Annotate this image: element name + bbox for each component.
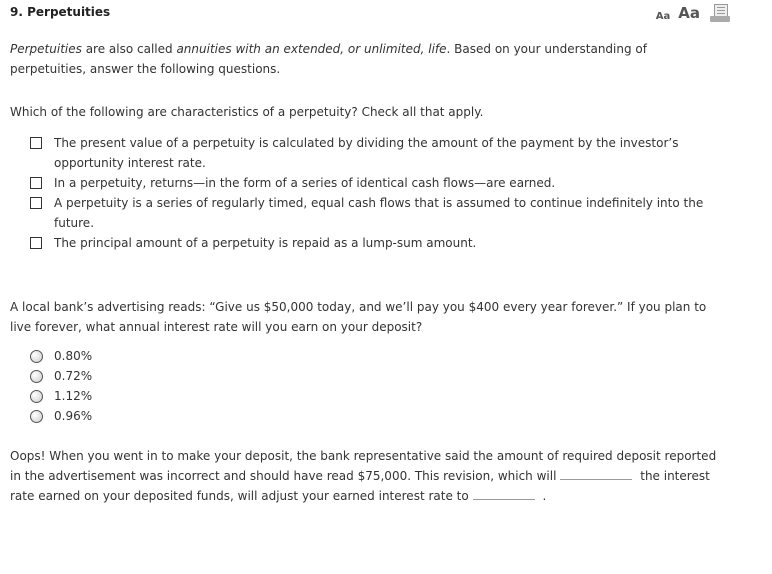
intro-text	[10, 39, 710, 79]
question-3-part: .	[538, 489, 547, 503]
checkbox[interactable]	[30, 237, 42, 249]
checkbox[interactable]	[30, 197, 42, 209]
option-label: 0.72%	[54, 369, 93, 383]
intro-text-part: are also called	[81, 42, 177, 56]
option-label: 0.80%	[54, 349, 93, 363]
question-2-prompt: A local bank’s advertising reads: “Give us $50,000 today, and we’ll pay you $400 every year forever.” If you plan to live forever, what annual interest rate will you earn on your deposit?	[10, 300, 707, 334]
question-3-text	[10, 446, 730, 506]
question-3-part: Oops! When you went in to make your deposit, the bank representative said the amount of required deposit reported in the advertisement was incorrect and should have read $75,000. This revision, which will	[10, 449, 717, 483]
intro-term: annuities with an extended, or unlimited, life	[176, 42, 447, 56]
increase-font-button[interactable]: Aa	[678, 4, 700, 22]
checkbox-option[interactable]	[30, 193, 730, 233]
radio-button[interactable]	[30, 410, 43, 423]
option-label: 1.12%	[54, 389, 93, 403]
radio-option[interactable]	[30, 406, 92, 426]
checkbox[interactable]	[30, 177, 42, 189]
question-3-part: the interest rate earned on your deposited funds, will adjust your earned interest rate to	[10, 469, 710, 503]
radio-button[interactable]	[30, 350, 43, 363]
checkbox[interactable]	[30, 137, 42, 149]
radio-option[interactable]	[30, 386, 92, 406]
radio-button[interactable]	[30, 370, 43, 383]
checkbox-option[interactable]	[30, 133, 730, 173]
question-title: 9. Perpetuities	[10, 5, 111, 19]
radio-button[interactable]	[30, 390, 43, 403]
effect-dropdown[interactable]	[560, 467, 632, 480]
printer-icon[interactable]	[710, 4, 730, 22]
option-label: 0.96%	[54, 409, 93, 423]
option-label: The present value of a perpetuity is calculated by dividing the amount of the payment by the investor’s opportunity interest rate.	[54, 136, 679, 170]
intro-term: Perpetuities	[10, 42, 82, 56]
checkbox-option[interactable]	[30, 173, 730, 193]
question-2-options	[30, 346, 92, 426]
option-label: The principal amount of a perpetuity is repaid as a lump-sum amount.	[54, 236, 477, 250]
checkbox-option[interactable]	[30, 233, 730, 253]
question-1-prompt: Which of the following are characteristics of a perpetuity? Check all that apply.	[10, 105, 484, 119]
rate-dropdown[interactable]	[473, 487, 535, 500]
intro-text-part: . Based on your understanding of perpetuities, answer the following questions.	[10, 42, 647, 76]
radio-option[interactable]	[30, 346, 92, 366]
radio-option[interactable]	[30, 366, 92, 386]
toolbar	[656, 4, 730, 22]
option-label: A perpetuity is a series of regularly timed, equal cash flows that is assumed to continue indefinitely into the future.	[54, 196, 704, 230]
question-1-options	[30, 133, 730, 253]
option-label: In a perpetuity, returns—in the form of a series of identical cash flows—are earned.	[54, 176, 556, 190]
decrease-font-button[interactable]: Aa	[655, 11, 671, 22]
